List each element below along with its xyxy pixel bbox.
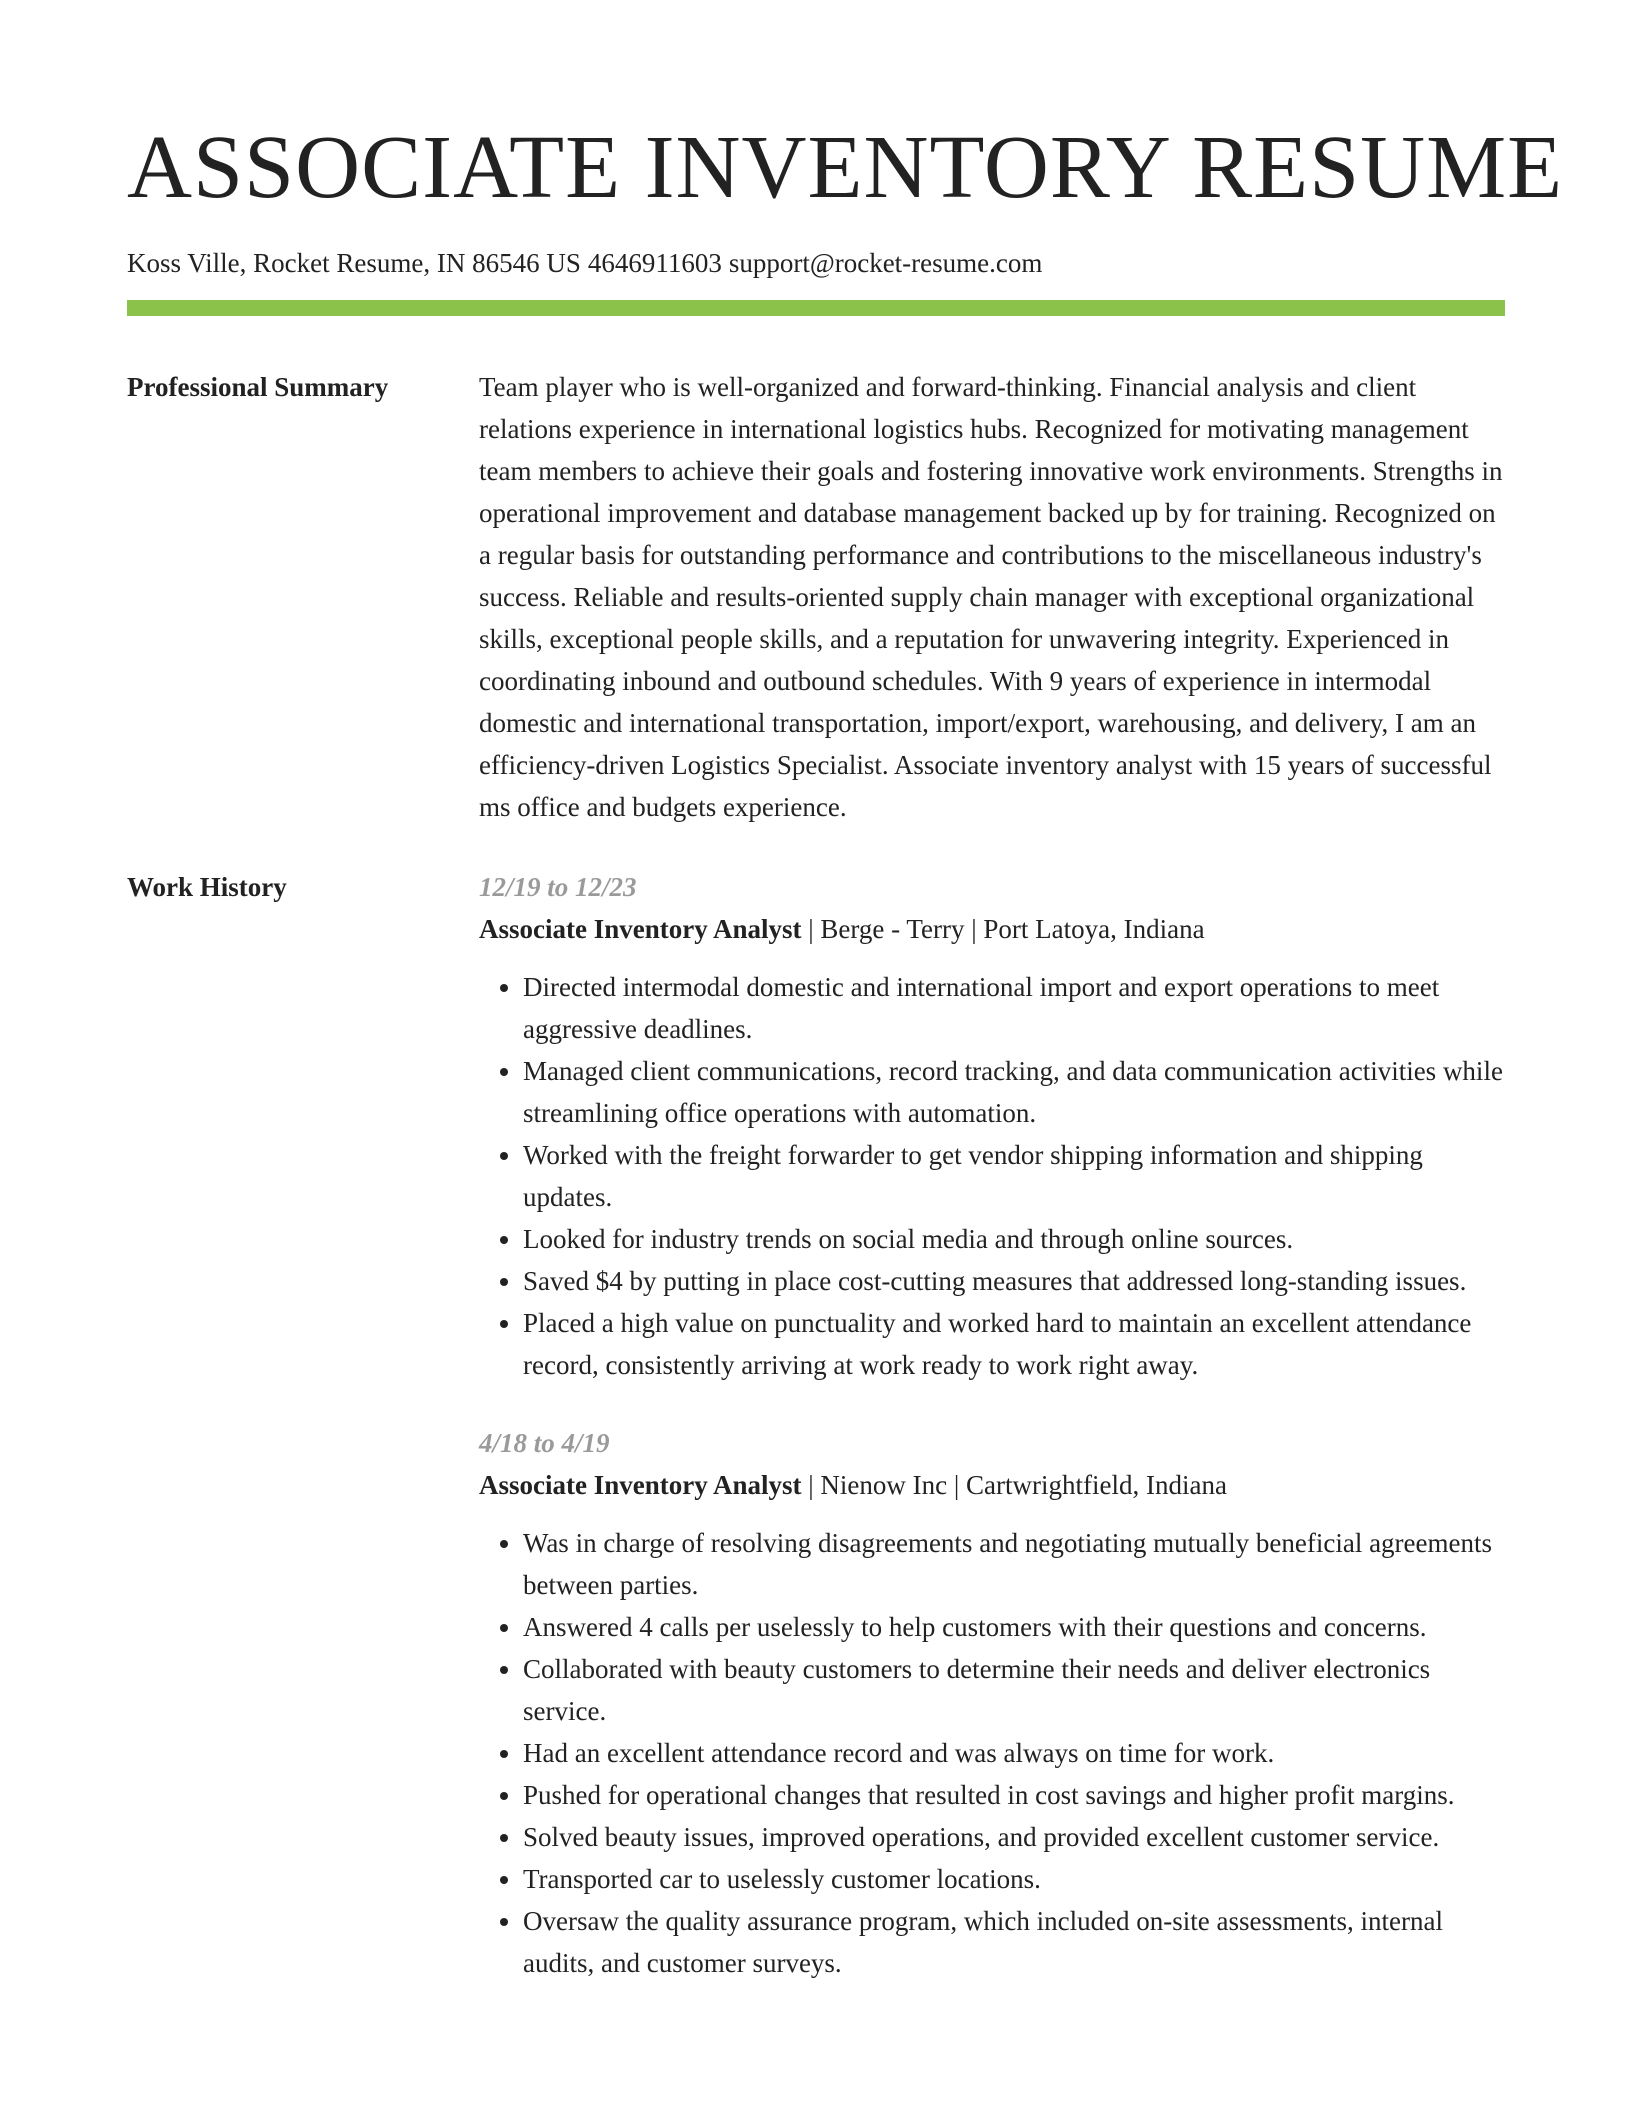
job-title: Associate Inventory Analyst (479, 914, 802, 944)
professional-summary-section (127, 366, 1505, 828)
job-bullet: • Managed client communications, record tracking, and data communication activities while streamlining office operations with automation. (523, 1050, 1505, 1134)
job-bullet: • Saved $4 by putting in place cost-cutting measures that addressed long-standing issues. (523, 1260, 1505, 1302)
job-entry (479, 866, 1505, 1386)
job-heading (479, 908, 1505, 950)
job-bullet-list (479, 966, 1505, 1386)
work-history-body (479, 866, 1505, 1984)
job-bullet-list (479, 1522, 1505, 1984)
job-bullet: • Answered 4 calls per uselessly to help customers with their questions and concerns. (523, 1606, 1505, 1648)
job-bullet: • Was in charge of resolving disagreements and negotiating mutually beneficial agreements between parties. (523, 1522, 1505, 1606)
job-bullet: • Pushed for operational changes that resulted in cost savings and higher profit margins. (523, 1774, 1505, 1816)
section-label-work-history: Work History (127, 872, 287, 902)
job-bullet: • Worked with the freight forwarder to get vendor shipping information and shipping updates. (523, 1134, 1505, 1218)
job-bullet: • Directed intermodal domestic and international import and export operations to meet aggressive deadlines. (523, 966, 1505, 1050)
summary-text: Team player who is well-organized and forward-thinking. Financial analysis and client relations experience in international logistics hubs. Recognized for motivating management team members to achieve their goals and fostering innovative work environments. Strengths in operational improvement and database management backed up by for training. Recognized on a regular basis for outstanding performance and contributions to the miscellaneous industry's success. Reliable and results-oriented supply chain manager with exceptional organizational skills, exceptional people skills, and a reputation for unwavering integrity. Experienced in coordinating inbound and outbound schedules. With 9 years of experience in intermodal domestic and international transportation, import/export, warehousing, and delivery, I am an efficiency-driven Logistics Specialist. Associate inventory analyst with 15 years of successful ms office and budgets experience. (479, 372, 1503, 822)
job-bullet: • Collaborated with beauty customers to determine their needs and deliver electronics service. (523, 1648, 1505, 1732)
job-dates: 12/19 to 12/23 (479, 872, 637, 902)
job-title: Associate Inventory Analyst (479, 1470, 802, 1500)
contact-address: Koss Ville, Rocket Resume, IN 86546 US (127, 248, 581, 278)
contact-phone: 4646911603 (587, 248, 722, 278)
job-bullet: • Solved beauty issues, improved operations, and provided excellent customer service. (523, 1816, 1505, 1858)
header-divider (127, 300, 1505, 316)
job-dates: 4/18 to 4/19 (479, 1428, 610, 1458)
job-bullet: • Oversaw the quality assurance program, which included on-site assessments, internal audits, and customer surveys. (523, 1900, 1505, 1984)
job-company-location: | Berge - Terry | Port Latoya, Indiana (801, 914, 1205, 944)
job-bullet: • Had an excellent attendance record and was always on time for work. (523, 1732, 1505, 1774)
job-entry (479, 1422, 1505, 1984)
job-bullet: • Placed a high value on punctuality and worked hard to maintain an excellent attendance record, consistently arriving at work ready to work right away. (523, 1302, 1505, 1386)
section-label-summary: Professional Summary (127, 372, 389, 402)
job-bullet: • Transported car to uselessly customer locations. (523, 1858, 1505, 1900)
job-company-location: | Nienow Inc | Cartwrightfield, Indiana (801, 1470, 1227, 1500)
contact-email: support@rocket-resume.com (728, 248, 1043, 278)
job-heading (479, 1464, 1505, 1506)
contact-line (127, 246, 1505, 280)
job-bullet: • Looked for industry trends on social media and through online sources. (523, 1218, 1505, 1260)
work-history-section (127, 866, 1505, 1984)
resume-title: ASSOCIATE INVENTORY RESUME (127, 118, 1564, 217)
